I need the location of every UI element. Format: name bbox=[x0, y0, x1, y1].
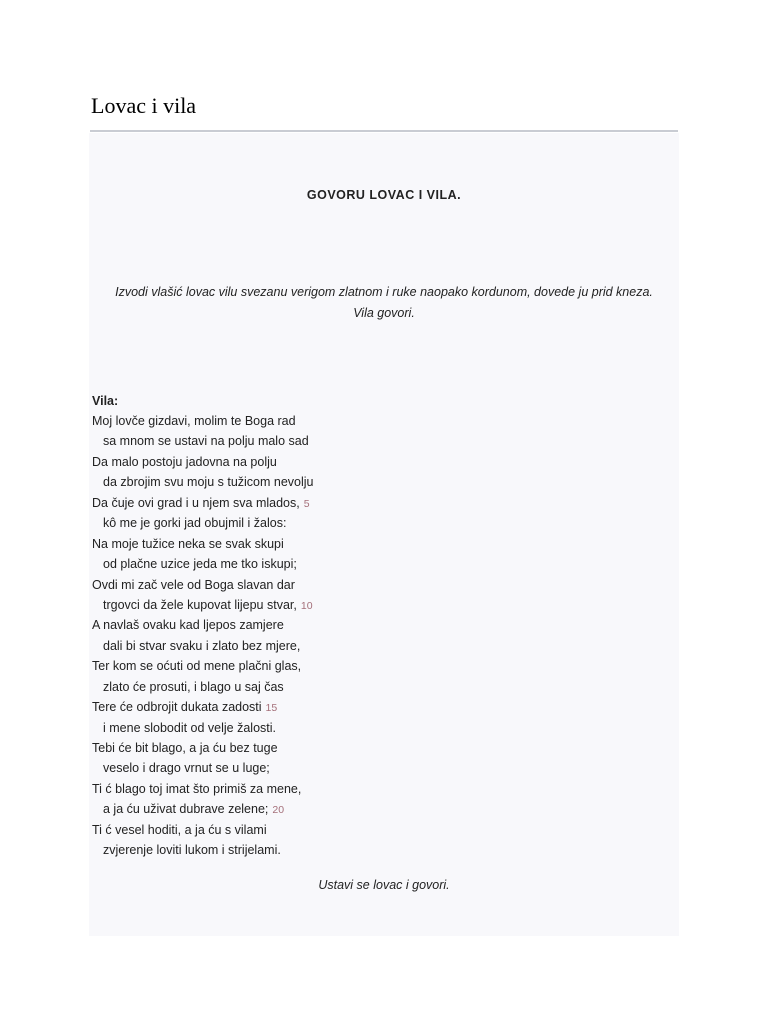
verse-text: trgovci da žele kupovat lijepu stvar, bbox=[103, 597, 297, 612]
verse-text: Ti ć blago toj imat što primiš za mene, bbox=[92, 781, 302, 796]
verse-line bbox=[92, 718, 672, 738]
verse-text: Da čuje ovi grad i u njem sva mlados, bbox=[92, 495, 300, 510]
line-number: 10 bbox=[300, 599, 313, 612]
verse-line bbox=[92, 615, 672, 635]
verse-text: Ovdi mi zač vele od Boga slavan dar bbox=[92, 577, 295, 592]
verse-text: od plačne uzice jeda me tko iskupi; bbox=[103, 557, 297, 572]
line-number: 5 bbox=[303, 497, 310, 510]
verse-text: sa mnom se ustavi na polju malo sad bbox=[103, 434, 309, 449]
verse-text: veselo i drago vrnut se u luge; bbox=[103, 761, 270, 776]
verse-line bbox=[92, 575, 672, 595]
verse-text: dali bi stvar svaku i zlato bez mjere, bbox=[103, 638, 301, 653]
verse-text: Tebi će bit blago, a ja ću bez tuge bbox=[92, 741, 278, 755]
verse-text: kô me je gorki jad obujmil i žalos: bbox=[103, 516, 287, 531]
verse-line bbox=[92, 554, 672, 574]
page-title: Lovac i vila bbox=[91, 93, 197, 118]
verse-line bbox=[92, 677, 672, 697]
stage-direction-line: Vila govori. bbox=[353, 305, 415, 320]
verse-line bbox=[92, 595, 672, 615]
verse-text: da zbrojim svu moju s tužicom nevolju bbox=[103, 475, 314, 490]
verse-text: A navlaš ovaku kad ljepos zamjere bbox=[92, 618, 284, 633]
verse-text: Tere će odbrojit dukata zadosti bbox=[92, 700, 262, 715]
verse-line bbox=[92, 799, 672, 819]
verse-text: Na moje tužice neka se svak skupi bbox=[92, 536, 284, 551]
verse-text: Ti ć vesel hoditi, a ja ću s vilami bbox=[92, 822, 267, 837]
verse-line bbox=[92, 513, 672, 533]
verse-line bbox=[92, 656, 672, 676]
verse-line bbox=[92, 431, 672, 451]
stage-direction-closing: Ustavi se lovac i govori. bbox=[318, 878, 450, 892]
verse-text: Moj lovče gizdavi, molim te Boga rad bbox=[92, 414, 296, 428]
verse-line bbox=[92, 697, 672, 717]
verse-line bbox=[92, 779, 672, 799]
verse-line bbox=[92, 472, 672, 492]
verse-line bbox=[92, 452, 672, 472]
line-number: 20 bbox=[272, 804, 285, 817]
verse-line bbox=[92, 534, 672, 554]
verse-text: i mene slobodit od velje žalosti. bbox=[103, 720, 277, 735]
verse-text: a ja ću uživat dubrave zelene; bbox=[103, 802, 269, 817]
verse-text: zvjerenje loviti lukom i strijelami. bbox=[103, 843, 281, 858]
title-divider bbox=[90, 130, 678, 132]
poem-heading: GOVORU LOVAC I VILA. bbox=[306, 188, 462, 202]
verse-text: zlato će prosuti, i blago u saj čas bbox=[103, 679, 284, 694]
verse-line bbox=[92, 820, 672, 840]
verse-list bbox=[92, 411, 672, 861]
verse-line bbox=[92, 411, 672, 431]
verse-text: Ter kom se oćuti od mene plačni glas, bbox=[92, 659, 302, 674]
line-number: 15 bbox=[265, 702, 278, 715]
stage-direction-intro bbox=[89, 282, 679, 323]
speaker-label: Vila: bbox=[92, 394, 119, 408]
verse-text: Da malo postoju jadovna na polju bbox=[92, 454, 277, 469]
verse-line bbox=[92, 738, 672, 758]
verse-line bbox=[92, 840, 672, 860]
verse-line bbox=[92, 493, 672, 513]
verse-line bbox=[92, 758, 672, 778]
verse-line bbox=[92, 636, 672, 656]
stage-direction-line: Izvodi vlašić lovac vilu svezanu verigom zlatnom i ruke naopako kordunom, dovede ju prid kneza. bbox=[115, 285, 653, 299]
